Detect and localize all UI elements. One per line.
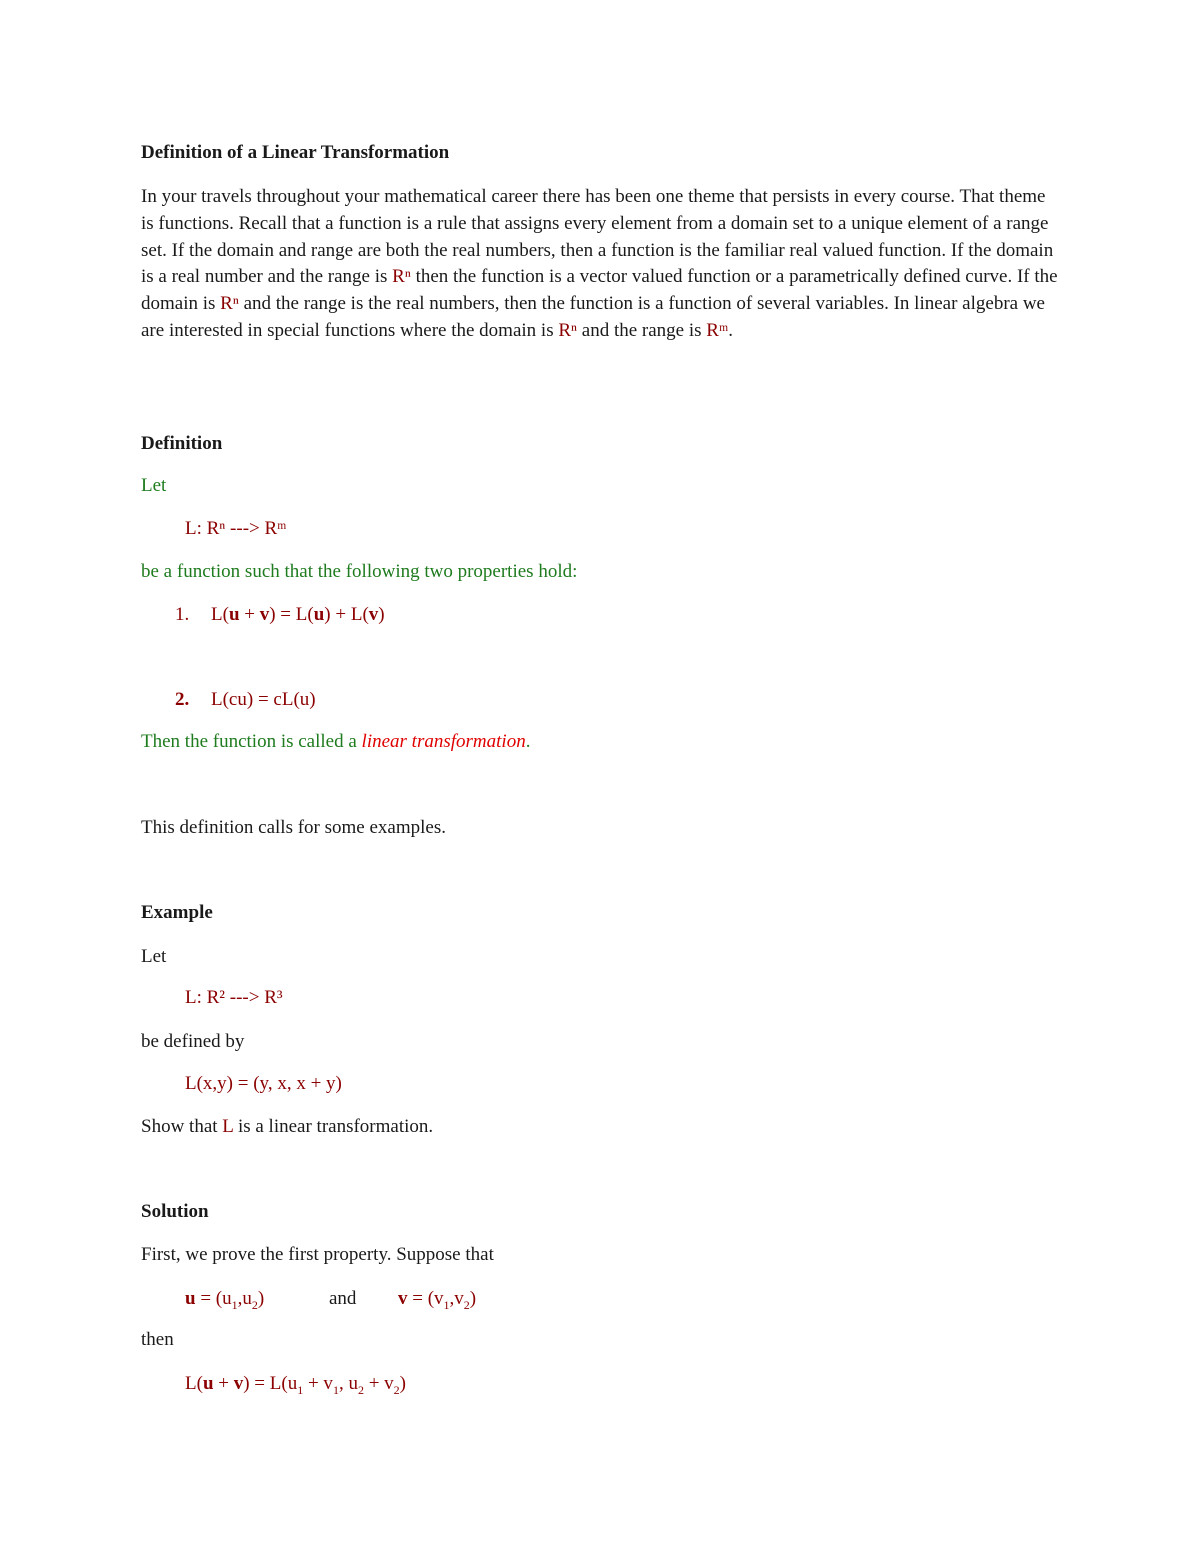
intro-text-5: . [728, 319, 733, 341]
and-word: and [329, 1288, 357, 1309]
intro-text-1: In your travels throughout your mathematical career there has been one theme that persists in every course. That theme is functions. Recall that a function is a rule that assigns every element from a domain set to a unique element of a range set. If the domain and range are both the real numbers, then a function is the familiar real valued function. If the domain is a real number and the range is [141, 186, 1054, 288]
v-vector: $v = (v_1,v_2)$ [398, 1288, 477, 1312]
linear-transformation-term: linear transformation [361, 731, 526, 752]
example-formula: L(x,y) = (y, x, x + y) [185, 1073, 342, 1094]
u-vector: $u = (u_1,u_2)$ [185, 1288, 265, 1312]
property-2-number: 2. [175, 689, 190, 710]
sum-formula: $L(u + v) = L(u_1 + v_1$, $u_2 + v_2$) [185, 1373, 406, 1397]
rn-symbol: Rⁿ [392, 266, 411, 288]
example-defined-by: be defined by [141, 1031, 245, 1052]
example-map: L: R² ---> R³ [185, 987, 283, 1008]
rm-symbol: Rᵐ [706, 319, 729, 341]
definition-conclusion: Then the function is called a linear transformation. [141, 731, 531, 752]
rn-symbol: Rⁿ [558, 319, 578, 341]
rn-symbol: Rⁿ [220, 293, 239, 315]
definition-heading: Definition [141, 433, 223, 454]
solution-then: then [141, 1329, 174, 1350]
definition-condition: be a function such that the following two properties hold: [141, 561, 578, 582]
example-heading: Example [141, 902, 213, 923]
property-2 [175, 689, 316, 711]
document-title: Definition of a Linear Transformation [141, 142, 450, 163]
intro-text-3: and the range is the real numbers, then the function is a function of several variables. In linear algebra we are interested in special functions where the domain is [141, 293, 1045, 341]
definition-let: Let [141, 475, 167, 496]
examples-note: This definition calls for some examples. [141, 817, 446, 838]
solution-first: First, we prove the first property. Suppose that [141, 1244, 494, 1265]
intro-text-2: then the function is a vector valued function or a parametrically defined curve. If the domain is [141, 266, 1058, 315]
example-let: Let [141, 946, 167, 967]
solution-heading: Solution [141, 1201, 209, 1222]
property-2-formula: L(cu) = cL(u) [211, 689, 316, 710]
property-1: 1. L(u + v) = L(u) + L(v) [175, 604, 385, 625]
definition-map: L: Rⁿ ---> Rᵐ [185, 518, 287, 539]
intro-paragraph [141, 184, 1061, 345]
example-task: Show that L is a linear transformation. [141, 1116, 434, 1137]
intro-text-4: and the range is [577, 319, 707, 341]
property-1-number: 1. [175, 604, 190, 625]
